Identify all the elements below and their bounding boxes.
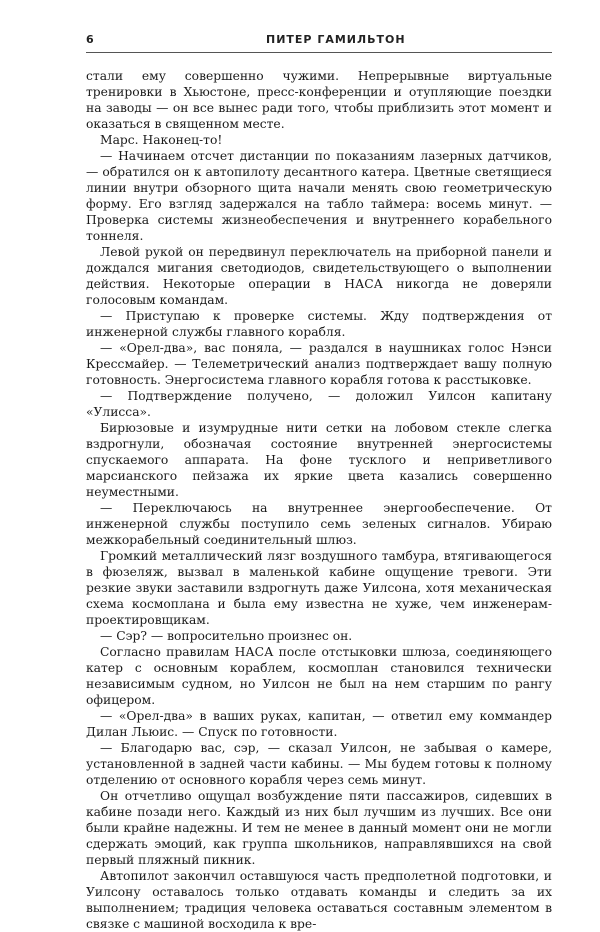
paragraph: — Подтверждение получено, — доложил Уилсон капитану «Улисса».	[86, 389, 552, 419]
page-number: 6	[86, 33, 95, 46]
page-header	[86, 33, 550, 53]
paragraph: — Сэр? — вопросительно произнес он.	[100, 629, 353, 643]
header-rule	[86, 52, 552, 53]
paragraph: Автопилот закончил оставшуюся часть предполетной подготовки, и Уилсону оставалось только отдавать команды и следить за их выполнением; традиция человека оставаться составным элементом в связке с машиной восходила к вре-	[86, 869, 552, 931]
body-text	[86, 68, 552, 932]
running-head: ПИТЕР ГАМИЛЬТОН	[266, 33, 406, 46]
paragraph: Бирюзовые и изумрудные нити сетки на лобовом стекле слегка вздрогнули, обозначая состояние внутренней энергосистемы спускаемого аппарата. На фоне тусклого и неприветливого марсианского пейзажа их яркие цвета казались совершенно неуместными.	[86, 421, 552, 499]
paragraph: Согласно правилам НАСА после отстыковки шлюза, соединяющего катер с основным кораблем, космоплан становился технически независимым судном, но Уилсон не был на нем старшим по рангу офицером.	[86, 645, 552, 707]
paragraph: — Начинаем отсчет дистанции по показаниям лазерных датчиков, — обратился он к автопилоту десантного катера. Цветные светящиеся линии внутри обзорного щита начали менять свою геометрическую форму. Его взгляд задержался на табло таймера: восемь минут. — Проверка системы жизнеобеспечения и внутреннего корабельного тоннеля.	[86, 149, 552, 243]
paragraph: — Приступаю к проверке системы. Жду подтверждения от инженерной службы главного корабля.	[86, 309, 552, 339]
paragraph: — Благодарю вас, сэр, — сказал Уилсон, не забывая о камере, установленной в задней части кабины. — Мы будем готовы к полному отделению от основного корабля через семь минут.	[86, 741, 552, 787]
paragraph: — «Орел-два», вас поняла, — раздался в наушниках голос Нэнси Крессмайер. — Телеметрический анализ подтверждает вашу полную готовность. Энергосистема главного корабля готова к расстыковке.	[86, 341, 552, 387]
paragraph: стали ему совершенно чужими. Непрерывные виртуальные тренировки в Хьюстоне, пресс-конференции и отупляющие поездки на заводы — он все вынес ради того, чтобы приблизить этот момент и оказаться в священном месте.	[86, 69, 552, 131]
paragraph: Левой рукой он передвинул переключатель на приборной панели и дождался мигания светодиодов, свидетельствующего о выполнении действия. Некоторые операции в НАСА никогда не доверяли голосовым командам.	[86, 245, 552, 307]
paragraph: — Переключаюсь на внутреннее энергообеспечение. От инженерной службы поступило семь зеленых сигналов. Убираю межкорабельный соединительный шлюз.	[86, 501, 552, 547]
paragraph: Марс. Наконец-то!	[100, 133, 223, 147]
paragraph: — «Орел-два» в ваших руках, капитан, — ответил ему коммандер Дилан Льюис. — Спуск по готовности.	[86, 709, 552, 739]
paragraph: Громкий металлический лязг воздушного тамбура, втягивающегося в фюзеляж, вызвал в маленькой кабине ощущение тревоги. Эти резкие звуки заставили вздрогнуть даже Уилсона, хотя механическая схема космоплана и была ему известна не хуже, чем инженерам-проектировщикам.	[86, 549, 552, 627]
paragraph: Он отчетливо ощущал возбуждение пяти пассажиров, сидевших в кабине позади него. Каждый из них был лучшим из лучших. Все они были крайне надежны. И тем не менее в данный момент они не могли сдержать эмоций, как группа школьников, направлявшихся на свой первый пляжный пикник.	[86, 789, 552, 867]
